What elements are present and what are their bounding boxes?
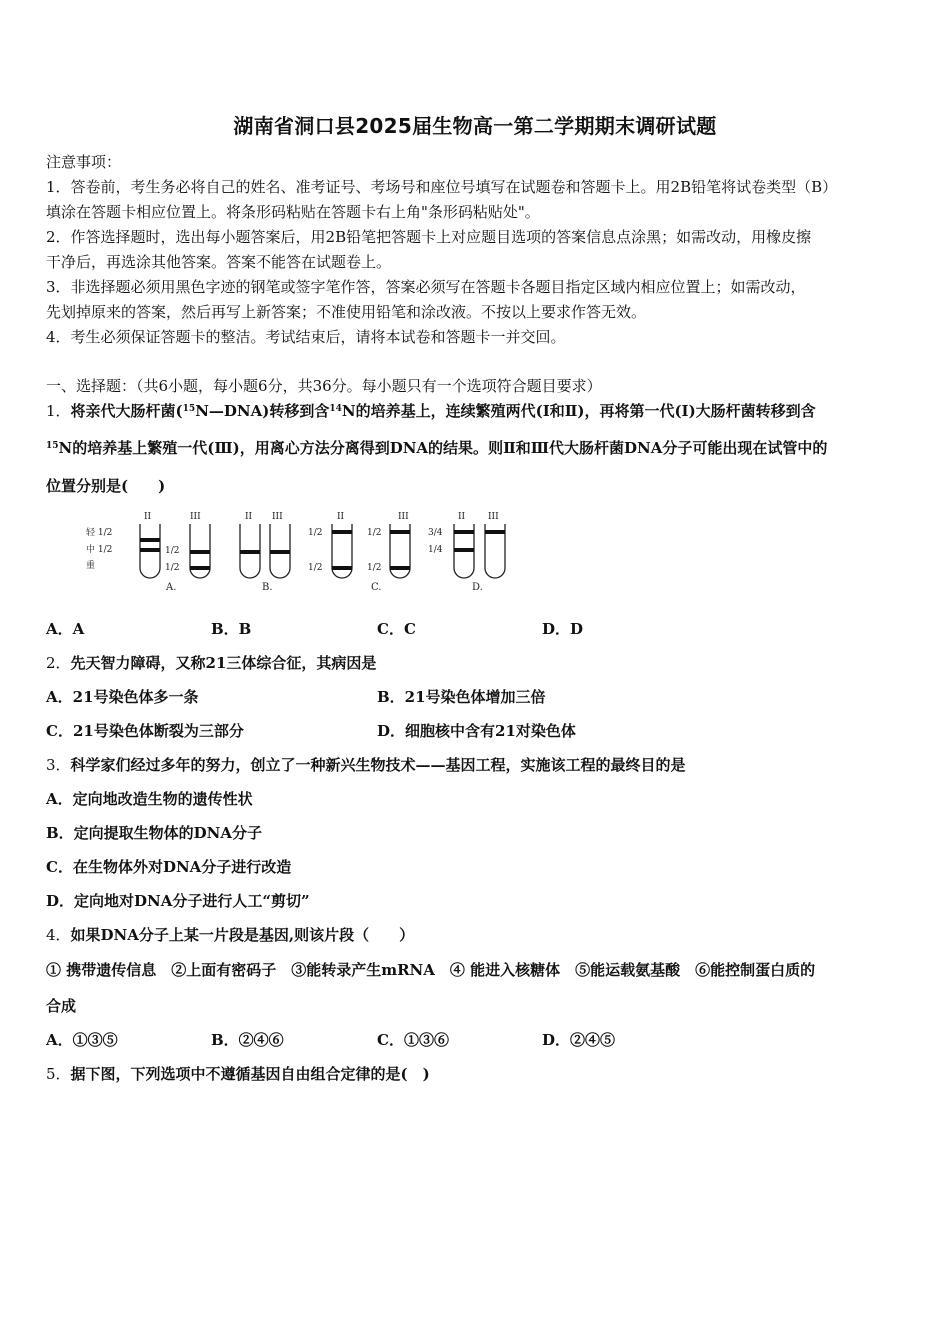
q2-option-c[interactable]: C．21号染色体断裂为三部分 <box>46 722 244 740</box>
band <box>390 566 410 570</box>
notice-item-3b: 先划掉原来的答案，然后再写上新答案；不准使用铅笔和涂改液。不按以上要求作答无效。 <box>46 303 647 321</box>
q3-option-c[interactable]: C．在生物体外对DNA分子进行改造 <box>46 858 292 876</box>
q3-option-a[interactable]: A．定向地改造生物的遗传性状 <box>46 790 253 808</box>
notice-item-2a: 2．作答选择题时，选出每小题答案后，用2B铅笔把答题卡上对应题目选项的答案信息点涂黑；如需改动，用橡皮擦 <box>46 228 812 246</box>
q3-option-d[interactable]: D．定向地对DNA分子进行人工“剪切” <box>46 892 310 910</box>
centrifuge-tubes-figure <box>80 508 520 598</box>
q2-option-d[interactable]: D．细胞核中含有21对染色体 <box>377 722 576 740</box>
band <box>190 566 210 570</box>
notice-item-1b: 填涂在答题卡相应位置上。将条形码粘贴在答题卡右上角"条形码粘贴处"。 <box>46 203 540 221</box>
frac: 1/2 <box>308 563 323 573</box>
q1-option-b[interactable]: B．B <box>211 620 252 638</box>
q1-sup-15b: 15 <box>46 441 59 451</box>
q1-text-b: N—DNA)转移到含 <box>195 402 330 420</box>
panel-b-label: B. <box>262 582 273 593</box>
q3-option-b[interactable]: B．定向提取生物体的DNA分子 <box>46 824 263 842</box>
q1-stem-line2 <box>46 438 911 458</box>
band <box>190 550 210 554</box>
tube-c-ii-label: II <box>337 512 345 522</box>
q2-number: 2． <box>46 654 71 672</box>
q4-option-c[interactable]: C．①③⑥ <box>377 1031 449 1049</box>
q2-option-a[interactable]: A．21号染色体多一条 <box>46 688 199 706</box>
q4-option-a[interactable]: A．①③⑤ <box>46 1031 118 1049</box>
panel-a-label: A. <box>166 582 177 593</box>
frac: 1/2 <box>308 528 323 538</box>
q4-text: 如果DNA分子上某一片段是基因,则该片段（ ） <box>70 926 415 944</box>
q1-option-c[interactable]: C．C <box>377 620 416 638</box>
q4-option-d[interactable]: D．②④⑤ <box>542 1031 616 1049</box>
tube-c-iii-label: III <box>398 512 409 522</box>
q4-items-line1: ① 携带遗传信息 ②上面有密码子 ③能转录产生mRNA ④ 能进入核糖体 ⑤能运载氨基酸 ⑥能控制蛋白质的 <box>46 961 816 979</box>
q1-option-a[interactable]: A．A <box>46 620 85 638</box>
q5-stem <box>46 1064 911 1084</box>
q4-stem <box>46 925 911 945</box>
q4-option-b[interactable]: B．②④⑥ <box>211 1031 284 1049</box>
q2-stem <box>46 653 911 673</box>
page-title: 湖南省洞口县2025届生物高一第二学期期末调研试题 <box>233 114 717 138</box>
q3-number: 3． <box>46 756 71 774</box>
q1-text-a: 将亲代大肠杆菌( <box>70 402 183 420</box>
band <box>332 530 352 534</box>
tube-a-iii-label: III <box>190 512 201 522</box>
notice-item-2b: 干净后，再选涂其他答案。答案不能答在试题卷上。 <box>46 253 392 271</box>
q2-option-b[interactable]: B．21号染色体增加三倍 <box>377 688 546 706</box>
q5-number: 5． <box>46 1065 71 1083</box>
tube-a-ii-label: II <box>144 512 152 522</box>
q1-option-d[interactable]: D．D <box>542 620 584 638</box>
band <box>454 530 474 534</box>
frac: 1/2 <box>367 563 382 573</box>
q3-text: 科学家们经过多年的努力，创立了一种新兴生物技术——基因工程，实施该工程的最终目的是 <box>70 756 686 774</box>
band <box>240 550 260 554</box>
band <box>270 550 290 554</box>
q1-text-d: N的培养基上繁殖一代(Ⅲ)，用离心方法分离得到DNA的结果。则Ⅱ和Ⅲ代大肠杆菌DNA分子可能出现在试管中的 <box>58 439 828 457</box>
q1-sup-14: 14 <box>329 404 342 414</box>
q4-number: 4． <box>46 926 71 944</box>
frac: 1/2 <box>165 546 180 556</box>
q4-items-line2: 合成 <box>46 997 77 1015</box>
q3-stem <box>46 755 911 775</box>
q1-sup-15: 15 <box>182 404 196 414</box>
label-light: 轻 1/2 <box>86 528 113 538</box>
tube-d-ii-label: II <box>458 512 466 522</box>
band <box>485 530 505 534</box>
tube-b-ii-label: II <box>245 512 253 522</box>
band <box>140 548 160 552</box>
band <box>332 566 352 570</box>
q5-text: 据下图，下列选项中不遵循基因自由组合定律的是( ) <box>70 1065 430 1083</box>
q1-text-c: N的培养基上，连续繁殖两代(Ⅰ和Ⅱ)，再将第一代(Ⅰ)大肠杆菌转移到含 <box>341 402 816 420</box>
frac: 1/2 <box>165 563 180 573</box>
q2-text: 先天智力障碍，又称21三体综合征，其病因是 <box>70 654 377 672</box>
section-heading: 一、选择题：（共6小题，每小题6分，共36分。每小题只有一个选项符合题目要求） <box>46 377 602 395</box>
q1-stem-line3: 位置分别是( ) <box>46 477 166 495</box>
q1-stem-line1 <box>46 401 911 421</box>
label-middle: 中 1/2 <box>86 545 113 555</box>
band <box>454 548 474 552</box>
band <box>390 530 410 534</box>
notice-item-4: 4．考生必须保证答题卡的整洁。考试结束后，请将本试卷和答题卡一并交回。 <box>46 328 566 346</box>
notice-heading: 注意事项： <box>46 153 122 171</box>
frac: 1/4 <box>428 545 443 555</box>
tube-d-iii-label: III <box>488 512 499 522</box>
frac: 3/4 <box>428 528 443 538</box>
label-heavy: 重 <box>86 561 96 571</box>
panel-c-label: C. <box>371 582 382 593</box>
tube-b-iii-label: III <box>272 512 283 522</box>
panel-d-label: D. <box>472 582 483 593</box>
q1-number: 1． <box>46 402 71 420</box>
band <box>140 538 160 542</box>
frac: 1/2 <box>367 528 382 538</box>
notice-item-3a: 3．非选择题必须用黑色字迹的钢笔或签字笔作答，答案必须写在答题卡各题目指定区域内相应位置上；如需改动， <box>46 278 806 296</box>
notice-item-1a: 1．答卷前，考生务必将自己的姓名、准考证号、考场号和座位号填写在试题卷和答题卡上。用2B铅笔将试卷类型（B） <box>46 178 838 196</box>
